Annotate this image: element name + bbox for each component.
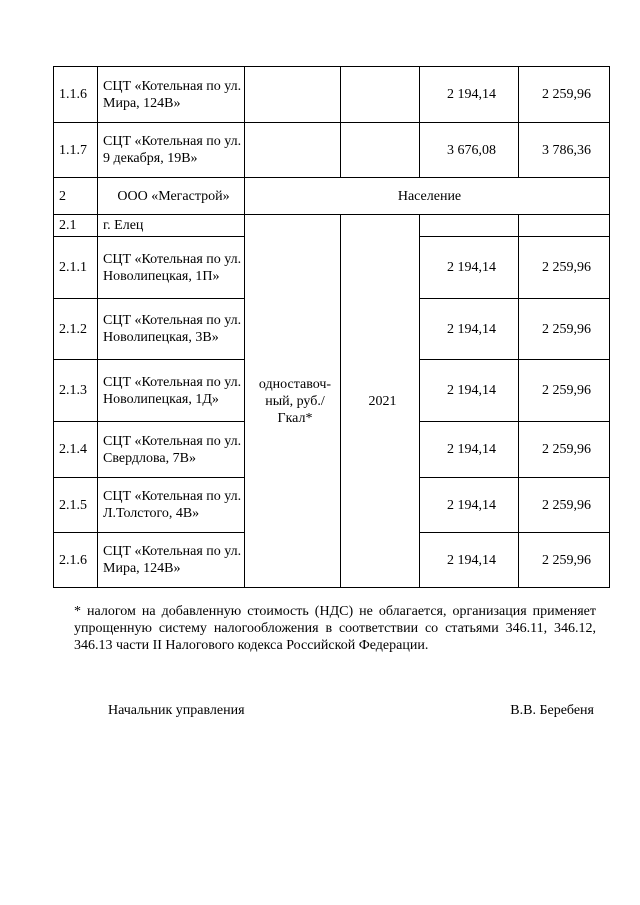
row-number: 2.1 (54, 215, 98, 237)
row-name: СЦТ «Котельная по ул. Мира, 124В» (98, 67, 245, 123)
empty-cell (519, 215, 610, 237)
row-name: СЦТ «Котельная по ул. Мира, 124В» (98, 533, 245, 588)
footnote-text: * налогом на добавленную стоимость (НДС) не облагается, организация применяет упрощенную систему налогообложения в соответствии со статьями 346.11, 346.12, 346.13 части II Налогового кодекса Российской Федерации. (74, 604, 596, 653)
signatory-position: Начальник управления (108, 703, 245, 718)
tariff-value-2: 3 786,36 (519, 123, 610, 178)
row-number: 2 (54, 178, 98, 215)
tariff-value-2: 2 259,96 (519, 67, 610, 123)
row-number: 2.1.6 (54, 533, 98, 588)
tariff-value-1: 2 194,14 (420, 422, 519, 478)
tariff-value-1: 2 194,14 (420, 237, 519, 299)
empty-cell (245, 123, 341, 178)
row-name: СЦТ «Котельная по ул. Новолипецкая, 3В» (98, 299, 245, 360)
row-number: 1.1.6 (54, 67, 98, 123)
row-number: 1.1.7 (54, 123, 98, 178)
empty-cell (245, 67, 341, 123)
city-row (54, 215, 610, 237)
row-name: СЦТ «Котельная по ул. Свердлова, 7В» (98, 422, 245, 478)
tariff-value-2: 2 259,96 (519, 533, 610, 588)
consumer-group: Население (245, 178, 610, 215)
table-row (54, 67, 610, 123)
tariff-value-1: 2 194,14 (420, 533, 519, 588)
row-name: СЦТ «Котельная по ул. Новолипецкая, 1П» (98, 237, 245, 299)
empty-cell (341, 67, 420, 123)
row-number: 2.1.1 (54, 237, 98, 299)
row-number: 2.1.3 (54, 360, 98, 422)
tariff-value-1: 2 194,14 (420, 67, 519, 123)
org-name: ООО «Мегастрой» (98, 178, 245, 215)
tariff-value-2: 2 259,96 (519, 422, 610, 478)
tariff-value-1: 2 194,14 (420, 360, 519, 422)
org-row (54, 178, 610, 215)
row-number: 2.1.5 (54, 478, 98, 533)
tariff-value-2: 2 259,96 (519, 299, 610, 360)
footnote (74, 603, 596, 654)
row-number: 2.1.4 (54, 422, 98, 478)
tariff-year: 2021 (341, 215, 420, 588)
tariff-value-1: 3 676,08 (420, 123, 519, 178)
tariff-type: одноставоч-ный, руб./Гкал* (245, 215, 341, 588)
tariff-value-2: 2 259,96 (519, 360, 610, 422)
tariff-value-2: 2 259,96 (519, 478, 610, 533)
row-name: СЦТ «Котельная по ул. Л.Толстого, 4В» (98, 478, 245, 533)
row-name: СЦТ «Котельная по ул. Новолипецкая, 1Д» (98, 360, 245, 422)
tariff-table (53, 66, 610, 588)
signatory-name: В.В. Беребеня (510, 703, 594, 718)
city-name: г. Елец (98, 215, 245, 237)
table-row (54, 123, 610, 178)
row-number: 2.1.2 (54, 299, 98, 360)
tariff-value-1: 2 194,14 (420, 299, 519, 360)
empty-cell (341, 123, 420, 178)
row-name: СЦТ «Котельная по ул. 9 декабря, 19В» (98, 123, 245, 178)
tariff-value-1: 2 194,14 (420, 478, 519, 533)
tariff-value-2: 2 259,96 (519, 237, 610, 299)
empty-cell (420, 215, 519, 237)
